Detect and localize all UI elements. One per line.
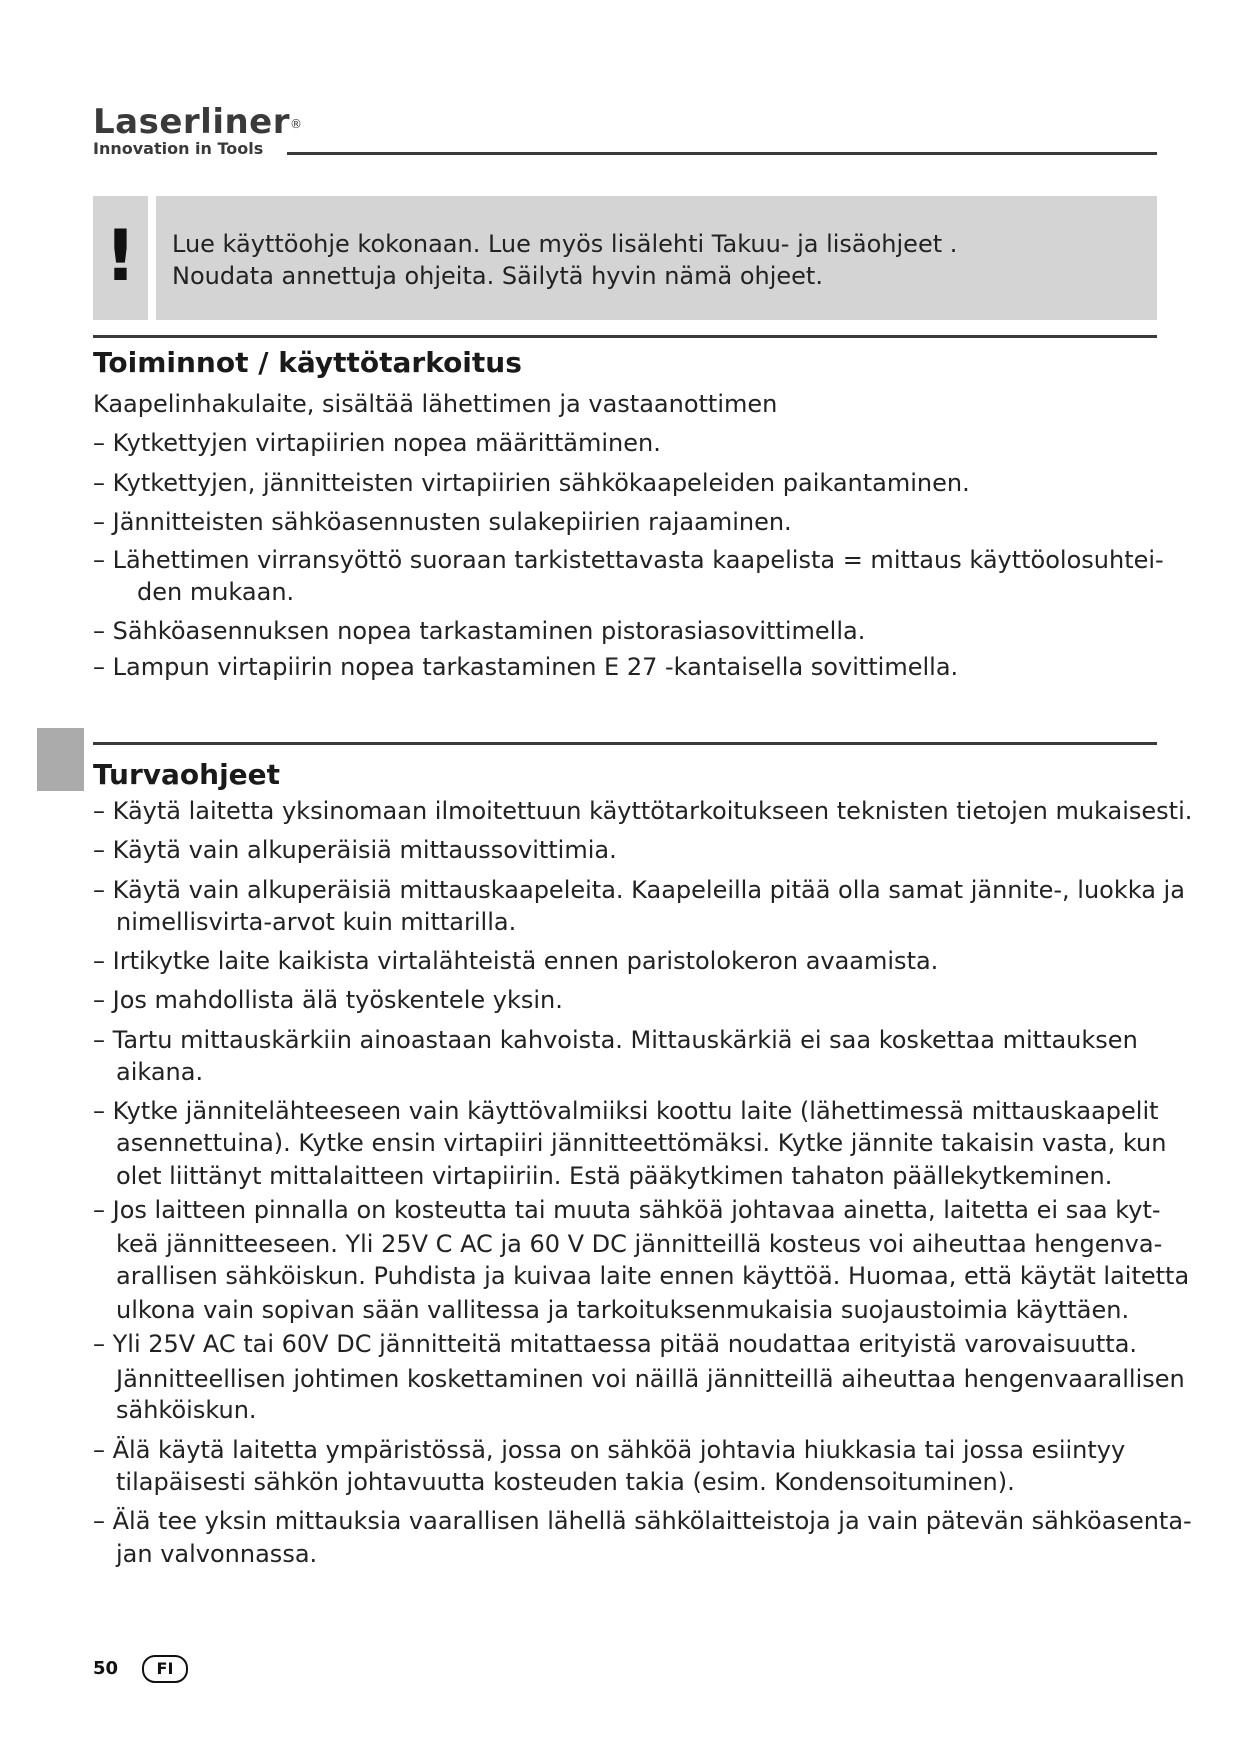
registered-mark: ® [290, 117, 303, 131]
functions-list-item: – Lampun virtapiirin nopea tarkastaminen E 27 -kantaisella sovittimella. [93, 653, 959, 681]
language-badge: FI [142, 1655, 188, 1683]
functions-list-item: – Jännitteisten sähköasennusten sulakepiirien rajaaminen. [93, 508, 792, 536]
brand-name: Laserliner® [93, 102, 303, 142]
brand-tagline: Innovation in Tools [93, 139, 264, 158]
chapter-tab-marker [37, 728, 84, 791]
safety-list-item: – Käytä vain alkuperäisiä mittaussovittimia. [93, 836, 617, 864]
functions-list-item: – Kytkettyjen, jännitteisten virtapiirien sähkökaapeleiden paikantaminen. [93, 469, 970, 497]
functions-list-item: – Kytkettyjen virtapiirien nopea määrittäminen. [93, 429, 661, 457]
safety-list-item: – Yli 25V AC tai 60V DC jännitteitä mitattaessa pitää noudattaa erityistä varovaisuutta. [93, 1330, 1138, 1358]
notice-box [93, 196, 1157, 320]
safety-list-item-cont: sähköiskun. [116, 1396, 257, 1424]
safety-list-item: – Käytä vain alkuperäisiä mittauskaapeleita. Kaapeleilla pitää olla samat jännite-, luokka ja [93, 876, 1185, 904]
section-divider [93, 335, 1157, 338]
exclamation-icon: ! [104, 215, 137, 297]
section-title-functions: Toiminnot / käyttötarkoitus [93, 346, 522, 379]
notice-text-panel [156, 196, 1157, 320]
safety-list-item-cont: Jännitteellisen johtimen koskettaminen voi näillä jännitteillä aiheuttaa hengenvaarallisen [116, 1365, 1185, 1393]
notice-line: Noudata annettuja ohjeita. Säilytä hyvin nämä ohjeet. [172, 262, 823, 290]
section-divider [93, 742, 1157, 745]
safety-list-item: – Käytä laitetta yksinomaan ilmoitettuun käyttötarkoitukseen teknisten tietojen mukaisesti. [93, 797, 1193, 825]
safety-list-item: – Jos mahdollista älä työskentele yksin. [93, 986, 563, 1014]
brand-logo [93, 104, 303, 158]
functions-list-item: – Sähköasennuksen nopea tarkastaminen pistorasiasovittimella. [93, 617, 866, 645]
safety-list-item-cont: jan valvonnassa. [116, 1540, 318, 1568]
safety-list-item-cont: ulkona vain sopivan sään vallitessa ja tarkoituksenmukaisia suojaustoimia käyttäen. [116, 1296, 1130, 1324]
safety-list-item: – Jos laitteen pinnalla on kosteutta tai muuta sähköä johtavaa ainetta, laitetta ei saa kyt- [93, 1196, 1161, 1224]
safety-list-item-cont: tilapäisesti sähkön johtavuutta kosteuden takia (esim. Kondensoituminen). [116, 1468, 1015, 1496]
safety-list-item: – Irtikytke laite kaikista virtalähteistä ennen paristolokeron avaamista. [93, 947, 939, 975]
safety-list-item: – Älä tee yksin mittauksia vaarallisen lähellä sähkölaitteistoja ja vain pätevän sähköasenta- [93, 1507, 1192, 1535]
functions-list-item: – Lähettimen virransyöttö suoraan tarkistettavasta kaapelista = mittaus käyttöolosuhtei- [93, 546, 1164, 574]
safety-list-item-cont: asennettuina). Kytke ensin virtapiiri jännitteettömäksi. Kytke jännite takaisin vasta, kun [116, 1129, 1167, 1157]
safety-list-item: – Kytke jännitelähteeseen vain käyttövalmiiksi koottu laite (lähettimessä mittauskaapelit [93, 1097, 1159, 1125]
functions-list-item-cont: den mukaan. [137, 578, 295, 606]
functions-intro: Kaapelinhakulaite, sisältää lähettimen ja vastaanottimen [93, 390, 778, 418]
safety-list-item: – Älä käytä laitetta ympäristössä, jossa on sähköä johtavia hiukkasia tai jossa esiintyy [93, 1436, 1126, 1464]
notice-icon-panel [93, 196, 148, 320]
header-divider [287, 152, 1157, 155]
safety-list-item: – Tartu mittauskärkiin ainoastaan kahvoista. Mittauskärkiä ei saa koskettaa mittauksen [93, 1026, 1138, 1054]
section-title-safety: Turvaohjeet [93, 758, 281, 791]
safety-list-item-cont: olet liittänyt mittalaitteen virtapiiriin. Estä pääkytkimen tahaton päällekytkeminen. [116, 1162, 1113, 1190]
safety-list-item-cont: keä jännitteeseen. Yli 25V C AC ja 60 V DC jännitteillä kosteus voi aiheuttaa hengenva- [116, 1230, 1163, 1258]
safety-list-item-cont: nimellisvirta-arvot kuin mittarilla. [116, 908, 517, 936]
safety-list-item-cont: arallisen sähköiskun. Puhdista ja kuivaa laite ennen käyttöä. Huomaa, että käytät laitetta [116, 1262, 1190, 1290]
notice-line: Lue käyttöohje kokonaan. Lue myös lisälehti Takuu- ja lisäohjeet . [172, 230, 958, 258]
page-number: 50 [93, 1658, 119, 1679]
safety-list-item-cont: aikana. [116, 1058, 204, 1086]
